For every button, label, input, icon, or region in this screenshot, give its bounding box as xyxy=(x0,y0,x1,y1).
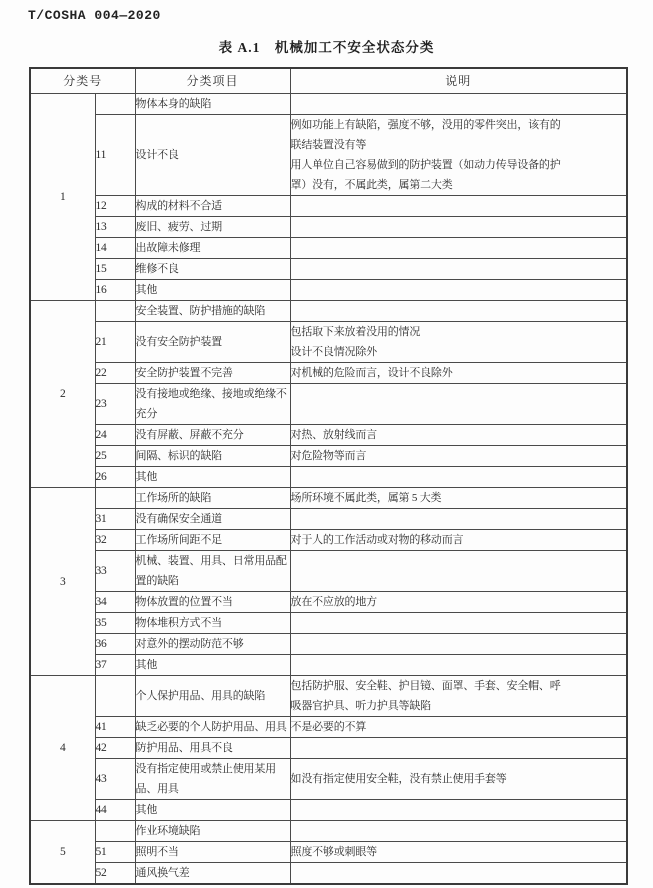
sub-number-cell: 43 xyxy=(95,759,135,800)
description-cell xyxy=(290,717,627,738)
document-code: T/COSHA 004—2020 xyxy=(28,8,161,23)
description-cell xyxy=(290,488,627,509)
item-cell-line: 出故障未修理 xyxy=(135,242,201,254)
item-cell xyxy=(135,259,290,280)
sub-number-cell: 22 xyxy=(95,363,135,384)
table-row xyxy=(30,94,627,115)
item-cell-line: 没有确保安全通道 xyxy=(135,513,222,525)
item-cell xyxy=(135,301,290,322)
item-cell xyxy=(135,446,290,467)
description-cell-line: 罩）没有，不属此类，属第二大类 xyxy=(290,179,453,191)
item-cell-line: 安全防护装置不完善 xyxy=(135,367,233,379)
description-cell xyxy=(290,821,627,842)
table-row xyxy=(30,821,627,842)
sub-number-cell: 14 xyxy=(95,238,135,259)
item-cell-line: 其他 xyxy=(135,659,158,671)
sub-number-cell: 42 xyxy=(95,738,135,759)
sub-number-cell: 24 xyxy=(95,425,135,446)
sub-number-cell xyxy=(95,821,135,842)
sub-number-cell: 52 xyxy=(95,863,135,885)
description-cell-line: 对机械的危险而言，设计不良除外 xyxy=(290,367,453,379)
sub-number-cell: 25 xyxy=(95,446,135,467)
description-cell xyxy=(290,800,627,821)
classification-table xyxy=(29,67,628,885)
table-row xyxy=(30,467,627,488)
description-cell xyxy=(290,592,627,613)
sub-number-cell xyxy=(95,676,135,717)
sub-number-cell: 37 xyxy=(95,655,135,676)
item-cell xyxy=(135,759,290,800)
item-cell-line: 其他 xyxy=(135,471,158,483)
description-cell-line: 设计不良情况除外 xyxy=(290,346,377,358)
description-cell xyxy=(290,280,627,301)
sub-number-cell: 31 xyxy=(95,509,135,530)
table-row xyxy=(30,259,627,280)
table-row xyxy=(30,530,627,551)
table-row xyxy=(30,509,627,530)
description-cell xyxy=(290,551,627,592)
sub-number-cell: 26 xyxy=(95,467,135,488)
description-cell-line: 照度不够或刺眼等 xyxy=(290,846,377,858)
description-cell-line: 如没有指定使用安全鞋，没有禁止使用手套等 xyxy=(290,773,507,785)
item-cell-line: 其他 xyxy=(135,804,158,816)
table-row xyxy=(30,800,627,821)
table-row xyxy=(30,842,627,863)
item-cell-line: 维修不良 xyxy=(135,263,179,275)
sub-number-cell: 16 xyxy=(95,280,135,301)
item-cell-line: 工作场所的缺陷 xyxy=(135,492,212,504)
sub-number-cell: 51 xyxy=(95,842,135,863)
item-cell xyxy=(135,676,290,717)
description-cell-line: 吸器官护具、听力护具等缺陷 xyxy=(290,700,431,712)
sub-number-cell: 15 xyxy=(95,259,135,280)
item-cell xyxy=(135,821,290,842)
description-cell xyxy=(290,634,627,655)
description-cell xyxy=(290,322,627,363)
description-cell-line: 对于人的工作活动或对物的移动而言 xyxy=(290,534,464,546)
sub-number-cell: 44 xyxy=(95,800,135,821)
item-cell xyxy=(135,613,290,634)
sub-number-cell: 13 xyxy=(95,217,135,238)
item-cell xyxy=(135,551,290,592)
item-cell-line: 其他 xyxy=(135,284,158,296)
item-cell xyxy=(135,94,290,115)
item-cell xyxy=(135,863,290,885)
item-cell-line: 物体本身的缺陷 xyxy=(135,98,212,110)
item-cell xyxy=(135,217,290,238)
description-cell xyxy=(290,384,627,425)
description-cell xyxy=(290,530,627,551)
description-cell-line: 包括防护服、安全鞋、护目镜、面罩、手套、安全帽、呼 xyxy=(290,680,561,692)
table-row xyxy=(30,613,627,634)
item-cell xyxy=(135,238,290,259)
header-row xyxy=(30,68,627,94)
item-cell xyxy=(135,655,290,676)
item-cell xyxy=(135,842,290,863)
sub-number-cell: 32 xyxy=(95,530,135,551)
table-row xyxy=(30,634,627,655)
item-cell xyxy=(135,509,290,530)
table-row xyxy=(30,363,627,384)
table-title: 表 A.1 机械加工不安全状态分类 xyxy=(218,40,435,55)
description-cell xyxy=(290,363,627,384)
item-cell-line: 没有安全防护装置 xyxy=(135,336,222,348)
class-number-cell: 1 xyxy=(30,94,95,301)
col-header-item: 分类项目 xyxy=(135,68,290,94)
item-cell xyxy=(135,530,290,551)
description-cell-line: 放在不应放的地方 xyxy=(290,596,377,608)
description-cell xyxy=(290,613,627,634)
item-cell-line: 废旧、疲劳、过期 xyxy=(135,221,222,233)
table-row xyxy=(30,759,627,800)
sub-number-cell: 11 xyxy=(95,115,135,196)
description-cell xyxy=(290,425,627,446)
table-row xyxy=(30,717,627,738)
item-cell-line: 没有屏蔽、屏蔽不充分 xyxy=(135,429,244,441)
sub-number-cell xyxy=(95,301,135,322)
item-cell xyxy=(135,322,290,363)
description-cell xyxy=(290,196,627,217)
description-cell-line: 场所环境不属此类，属第 5 大类 xyxy=(290,492,442,504)
description-cell-line: 对危险物等而言 xyxy=(290,450,367,462)
description-cell xyxy=(290,238,627,259)
item-cell-line: 对意外的摆动防范不够 xyxy=(135,638,244,650)
item-cell-line: 品、用具 xyxy=(135,783,179,795)
description-cell xyxy=(290,301,627,322)
description-cell-line: 例如功能上有缺陷，强度不够，没用的零件突出，该有的 xyxy=(290,119,561,131)
table-row xyxy=(30,301,627,322)
item-cell-line: 作业环境缺陷 xyxy=(135,825,201,837)
table-row xyxy=(30,322,627,363)
item-cell xyxy=(135,717,290,738)
description-cell xyxy=(290,509,627,530)
sub-number-cell: 23 xyxy=(95,384,135,425)
description-cell xyxy=(290,259,627,280)
item-cell xyxy=(135,488,290,509)
table-row xyxy=(30,551,627,592)
description-cell xyxy=(290,842,627,863)
class-number-cell: 2 xyxy=(30,301,95,488)
description-cell xyxy=(290,676,627,717)
sub-number-cell: 12 xyxy=(95,196,135,217)
item-cell-line: 没有指定使用或禁止使用某用 xyxy=(135,763,276,775)
item-cell-line: 置的缺陷 xyxy=(135,575,179,587)
description-cell xyxy=(290,115,627,196)
table-row xyxy=(30,280,627,301)
sub-number-cell: 33 xyxy=(95,551,135,592)
table-row xyxy=(30,196,627,217)
sub-number-cell: 34 xyxy=(95,592,135,613)
col-header-class-no: 分类号 xyxy=(30,68,135,94)
item-cell xyxy=(135,384,290,425)
item-cell-line: 物体堆积方式不当 xyxy=(135,617,222,629)
item-cell-line: 机械、装置、用具、日常用品配 xyxy=(135,555,287,567)
sub-number-cell xyxy=(95,488,135,509)
description-cell xyxy=(290,759,627,800)
item-cell xyxy=(135,592,290,613)
col-header-description: 说明 xyxy=(290,68,627,94)
description-cell xyxy=(290,738,627,759)
item-cell-line: 个人保护用品、用具的缺陷 xyxy=(135,690,266,702)
table-row xyxy=(30,446,627,467)
item-cell-line: 设计不良 xyxy=(135,149,179,161)
description-cell-line: 对热、放射线而言 xyxy=(290,429,377,441)
item-cell xyxy=(135,363,290,384)
item-cell xyxy=(135,467,290,488)
item-cell xyxy=(135,280,290,301)
item-cell xyxy=(135,115,290,196)
item-cell-line: 间隔、标识的缺陷 xyxy=(135,450,222,462)
table-row xyxy=(30,238,627,259)
item-cell-line: 构成的材料不合适 xyxy=(135,200,222,212)
item-cell xyxy=(135,425,290,446)
item-cell-line: 没有接地或绝缘、接地或绝缘不 xyxy=(135,388,287,400)
description-cell xyxy=(290,467,627,488)
description-cell xyxy=(290,446,627,467)
item-cell-line: 防护用品、用具不良 xyxy=(135,742,233,754)
sub-number-cell: 21 xyxy=(95,322,135,363)
table-row xyxy=(30,384,627,425)
table-row xyxy=(30,738,627,759)
item-cell xyxy=(135,196,290,217)
table-row xyxy=(30,115,627,196)
description-cell-line: 包括取下来放着没用的情况 xyxy=(290,326,421,338)
table-row xyxy=(30,488,627,509)
table-row xyxy=(30,592,627,613)
sub-number-cell: 41 xyxy=(95,717,135,738)
item-cell-line: 通风换气差 xyxy=(135,867,190,879)
sub-number-cell xyxy=(95,94,135,115)
class-number-cell: 4 xyxy=(30,676,95,821)
item-cell-line: 充分 xyxy=(135,408,158,420)
item-cell-line: 缺乏必要的个人防护用品、用具 xyxy=(135,721,287,733)
item-cell-line: 安全装置、防护措施的缺陷 xyxy=(135,305,266,317)
item-cell-line: 物体放置的位置不当 xyxy=(135,596,233,608)
description-cell xyxy=(290,863,627,885)
table-row xyxy=(30,425,627,446)
description-cell-line: 联结装置没有等 xyxy=(290,139,367,151)
description-cell-line: 不是必要的不算 xyxy=(290,721,367,733)
table-row xyxy=(30,217,627,238)
item-cell xyxy=(135,800,290,821)
description-cell xyxy=(290,94,627,115)
table-row xyxy=(30,655,627,676)
item-cell xyxy=(135,634,290,655)
sub-number-cell: 35 xyxy=(95,613,135,634)
description-cell xyxy=(290,217,627,238)
description-cell-line: 用人单位自己容易做到的防护装置（如动力传导设备的护 xyxy=(290,159,561,171)
sub-number-cell: 36 xyxy=(95,634,135,655)
item-cell-line: 照明不当 xyxy=(135,846,179,858)
table-body xyxy=(30,94,627,885)
class-number-cell: 3 xyxy=(30,488,95,676)
table-row xyxy=(30,676,627,717)
table-row xyxy=(30,863,627,885)
description-cell xyxy=(290,655,627,676)
item-cell xyxy=(135,738,290,759)
item-cell-line: 工作场所间距不足 xyxy=(135,534,222,546)
class-number-cell: 5 xyxy=(30,821,95,885)
